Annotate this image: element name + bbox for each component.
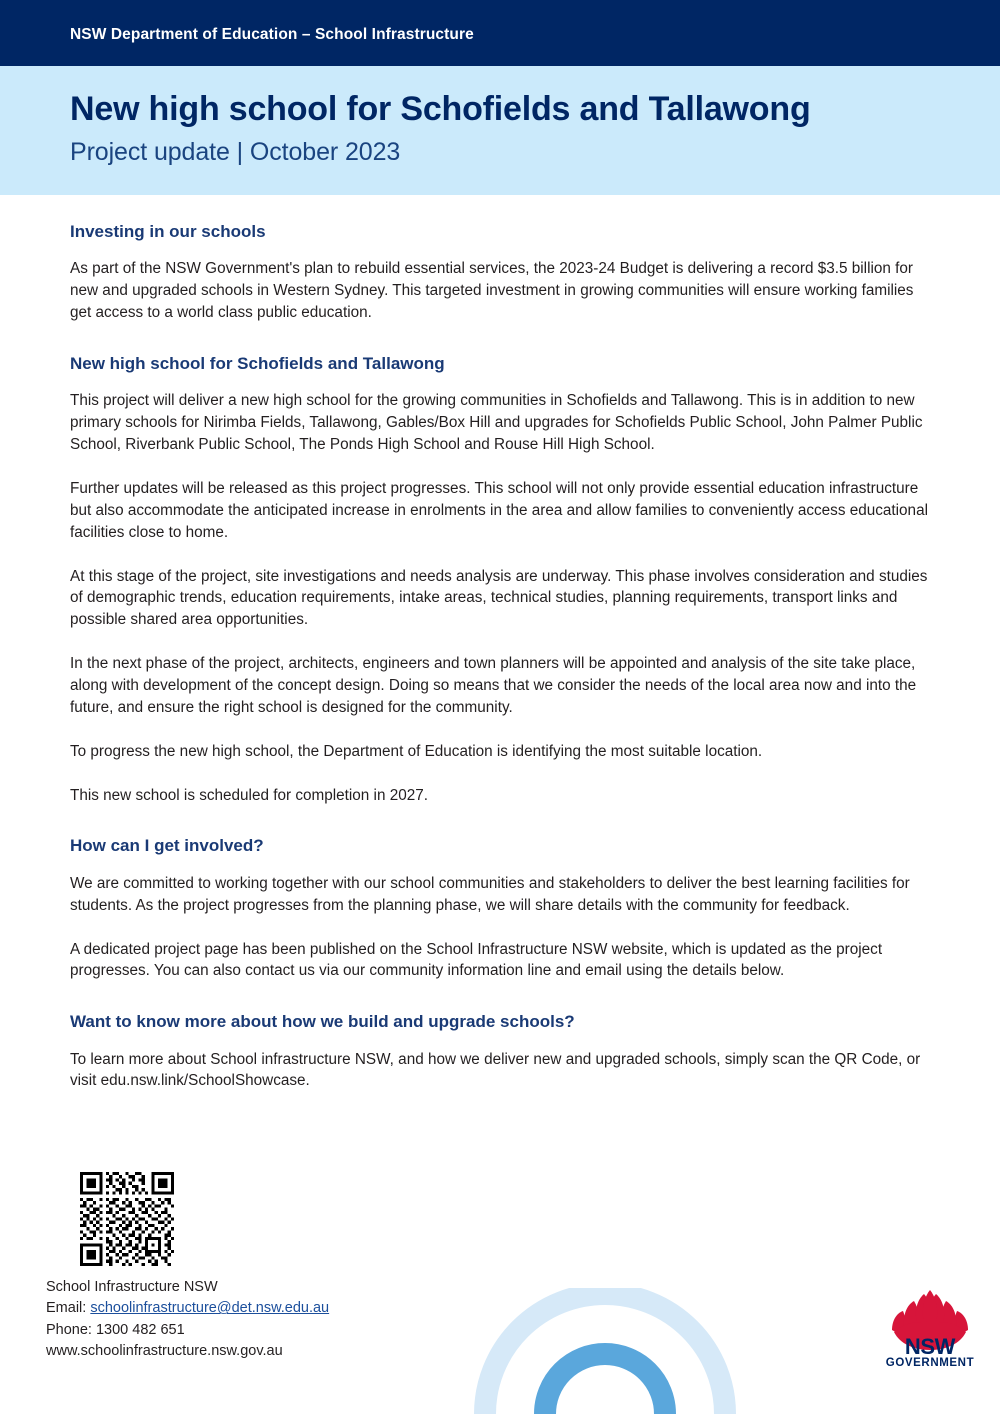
footer-email-link[interactable]: schoolinfrastructure@det.nsw.edu.au	[90, 1300, 330, 1317]
paragraph: To learn more about School infrastructure NSW, and how we deliver new and upgraded schools, simply scan the QR Code, or visit edu.nsw.link/SchoolShowcase.	[70, 1050, 921, 1090]
document-body	[70, 222, 932, 1114]
section-heading-know-more: Want to know more about how we build and upgrade schools?	[70, 1012, 575, 1032]
page-subtitle: Project update | October 2023	[70, 138, 401, 166]
decorative-arcs	[440, 1288, 770, 1414]
section-heading-investing: Investing in our schools	[70, 222, 266, 241]
paragraph: As part of the NSW Government's plan to rebuild essential services, the 2023-24 Budget is delivering a record $3.5 billion for new and upgraded schools in Western Sydney. This targeted investment in growing communities will ensure working families get access to a world class public education.	[70, 260, 914, 322]
arc-inner-blue	[545, 1354, 665, 1414]
paragraph: This project will deliver a new high school for the growing communities in Schofields and Tallawong. This is in addition to new primary schools for Nirimba Fields, Tallawong, Gables/Box Hill and upgrades for Schofields Public School, John Palmer Public School, Riverbank Public School, The Ponds High School and Rouse Hill High School.	[70, 392, 923, 454]
footer-email-line	[46, 1298, 329, 1319]
footer-phone: Phone: 1300 482 651	[46, 1321, 185, 1338]
paragraph: Further updates will be released as this project progresses. This school will not only provide essential education infrastructure but also accommodate the anticipated increase in enrolments in the area and allow families to conveniently access educational facilities close to home.	[70, 479, 928, 541]
footer-email-label: Email:	[46, 1300, 91, 1317]
department-header-bar	[0, 0, 1000, 66]
qr-code-image	[78, 1172, 176, 1266]
qr-code[interactable]	[78, 1172, 176, 1266]
footer-organisation: School Infrastructure NSW	[46, 1279, 218, 1295]
footer-contact-block	[46, 1277, 329, 1362]
paragraph: To progress the new high school, the Department of Education is identifying the most suitable location.	[70, 742, 763, 760]
paragraph: At this stage of the project, site investigations and needs analysis are underway. This phase involves consideration and studies of demographic trends, education requirements, intake areas, technical studies, planning requirements, transport links and possible shared area opportunities.	[70, 567, 928, 629]
paragraph: In the next phase of the project, architects, engineers and town planners will be appointed and analysis of the site take place, along with development of the concept design. Doing so means that we consider the needs of the local area now and into the future, and ensure the right school is designed for the community.	[70, 655, 917, 716]
paragraph: A dedicated project page has been published on the School Infrastructure NSW website, which is updated as the project progresses. You can also contact us via our community information line and email using the details below.	[70, 940, 883, 980]
section-heading-new-high-school: New high school for Schofields and Tallawong	[70, 353, 445, 373]
logo-name: NSW	[904, 1334, 956, 1359]
paragraph: This new school is scheduled for completion in 2027.	[70, 786, 428, 804]
logo-tagline: GOVERNMENT	[885, 1357, 975, 1369]
page-title: New high school for Schofields and Tallawong	[70, 90, 811, 128]
department-label: NSW Department of Education – School Infrastructure	[70, 26, 474, 43]
footer-website: www.schoolinfrastructure.nsw.gov.au	[46, 1342, 283, 1359]
section-heading-get-involved: How can I get involved?	[70, 836, 264, 856]
title-band	[0, 66, 1000, 195]
nsw-government-logo	[884, 1286, 976, 1370]
paragraph: We are committed to working together with our school communities and stakeholders to deliver the best learning facilities for students. As the project progresses from the planning phase, we will share details with the community for feedback.	[70, 874, 910, 914]
